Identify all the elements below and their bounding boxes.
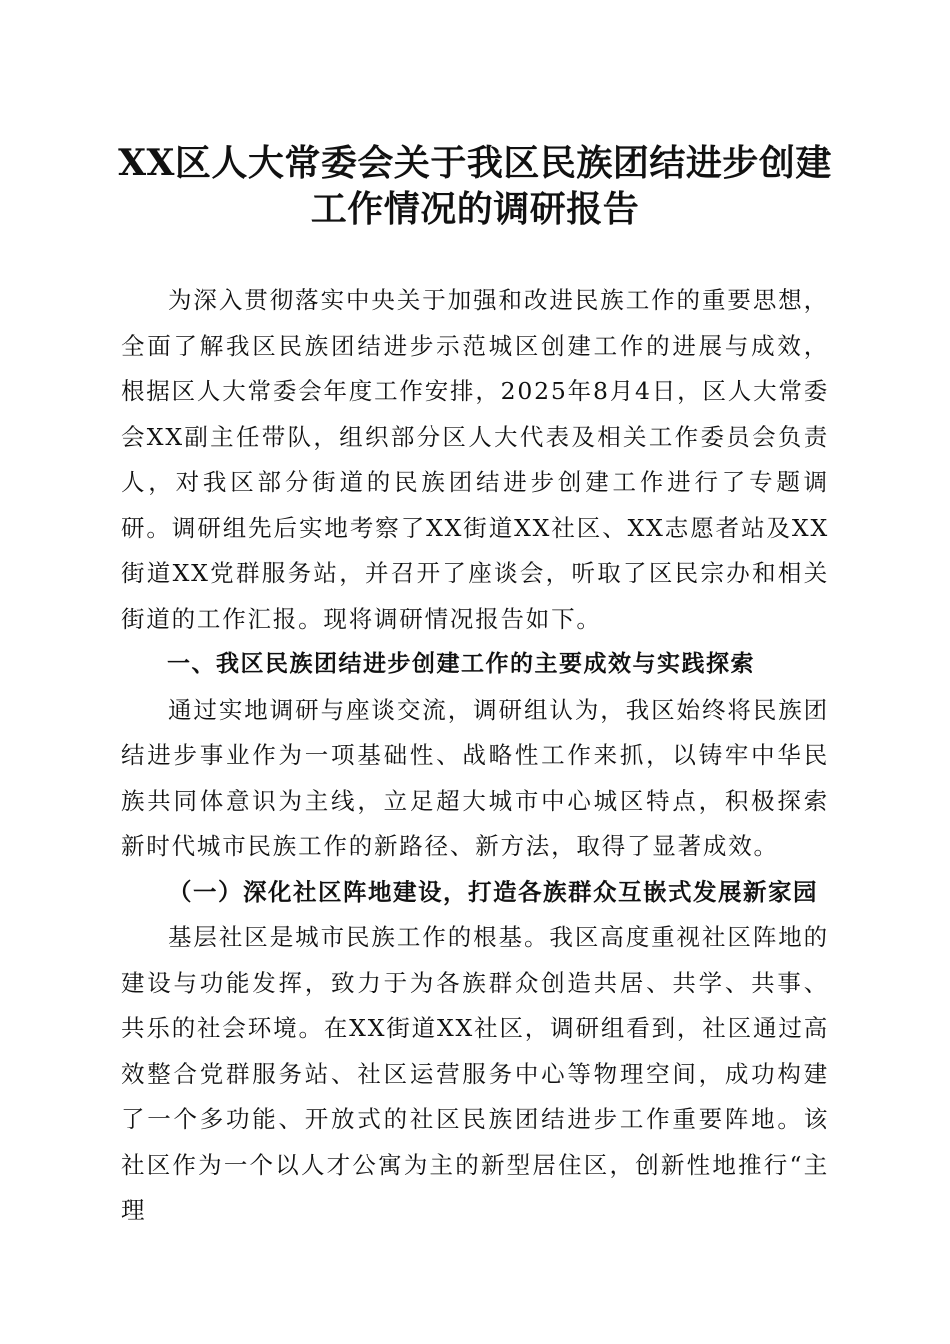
section-heading-1: 一、我区民族团结进步创建工作的主要成效与实践探索 [167,651,755,677]
intro-paragraph: 为深入贯彻落实中央关于加强和改进民族工作的重要思想，全面了解我区民族团结进步示范城区创建工作的进展与成效，根据区人大常委会年度工作安排，2025年8月4日，区人大常委会XX副主任带队，组织部分区人大代表及相关工作委员会负责人，对我区部分街道的民族团结进步创建工作进行了专题调研。调研组先后实地考察了XX街道XX社区、XX志愿者站及XX街道XX党群服务站，并召开了座谈会，听取了区民宗办和相关街道的工作汇报。现将调研情况报告如下。 [121,286,829,633]
document-body [121,278,829,1234]
subsection-heading-1: （一）深化社区阵地建设，打造各族群众互嵌式发展新家园 [168,877,818,906]
document-title-line-1: XX区人大常委会关于我区民族团结进步创建 [118,142,832,184]
document-title-line-2: 工作情况的调研报告 [310,188,640,230]
section-1-paragraph: 通过实地调研与座谈交流，调研组认为，我区始终将民族团结进步事业作为一项基础性、战略性工作来抓，以铸牢中华民族共同体意识为主线，立足超大城市中心城区特点，积极探索新时代城市民族工作的新路径、新方法，取得了显著成效。 [121,695,829,860]
subsection-1-paragraph: 基层社区是城市民族工作的根基。我区高度重视社区阵地的建设与功能发挥，致力于为各族群众创造共居、共学、共事、共乐的社会环境。在XX街道XX社区，调研组看到，社区通过高效整合党群服务站、社区运营服务中心等物理空间，成功构建了一个多功能、开放式的社区民族团结进步工作重要阵地。该社区作为一个以人才公寓为主的新型居住区，创新性地推行“主理 [121,923,829,1224]
